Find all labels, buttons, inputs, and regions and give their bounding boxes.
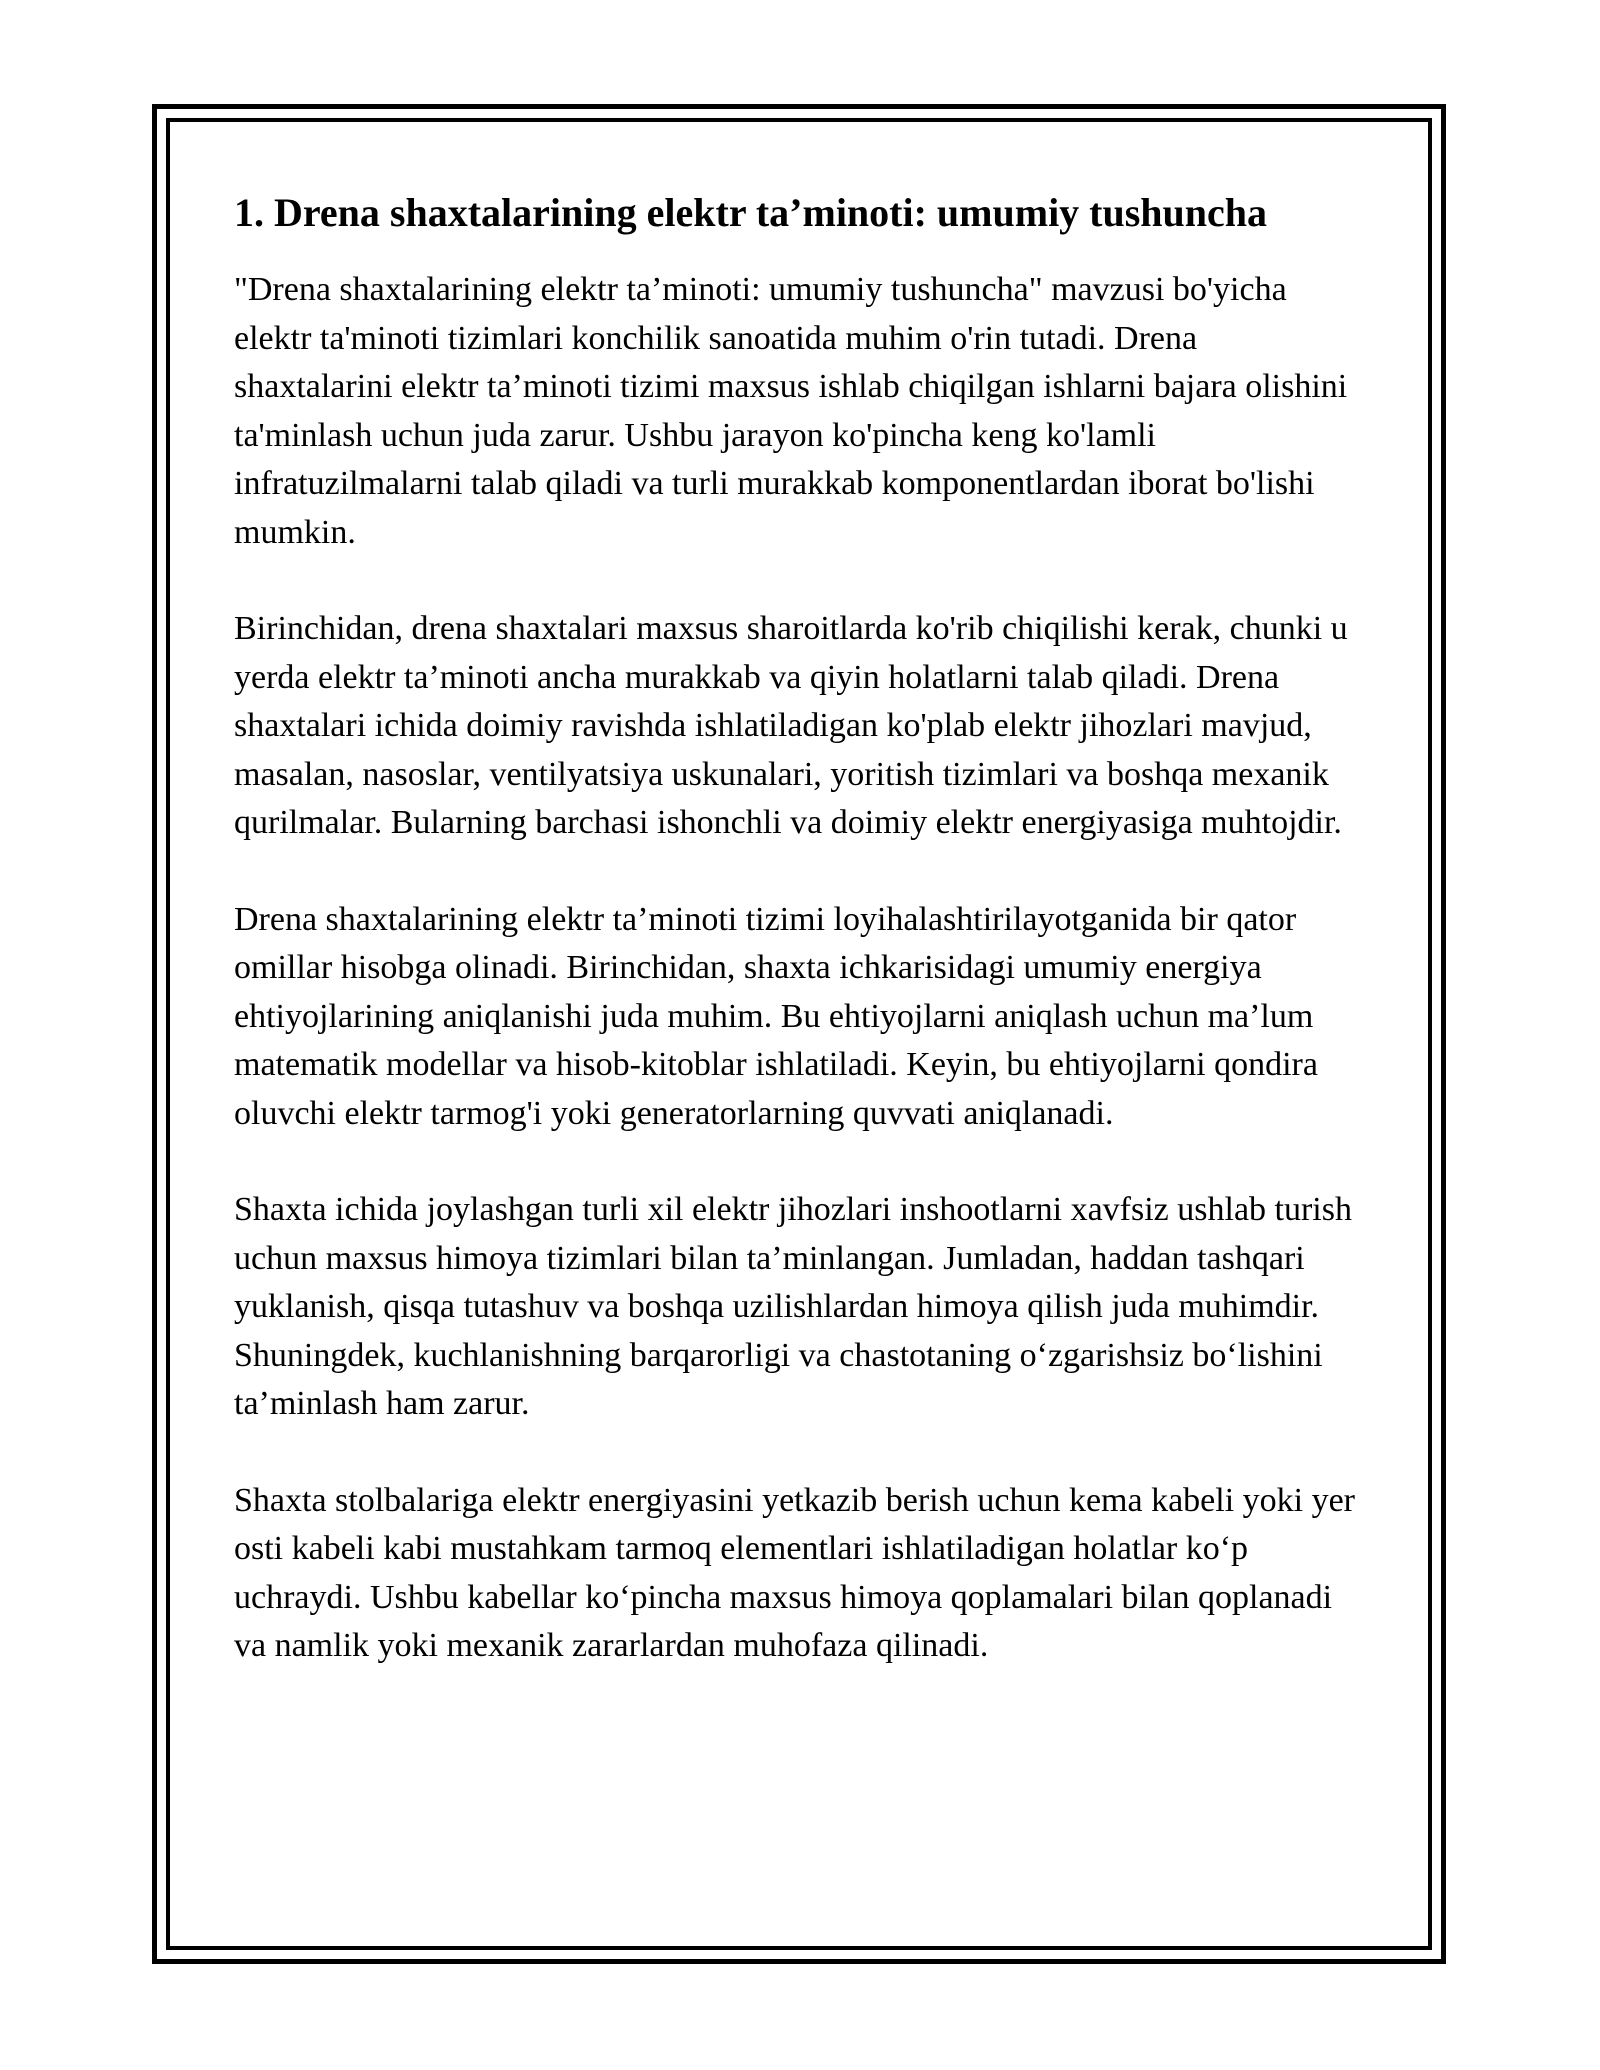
paragraph-1: "Drena shaxtalarining elektr ta’minoti: umumiy tushuncha" mavzusi bo'yicha elektr ta'minoti tizimlari konchilik sanoatida muhim o'rin tutadi. Drena shaxtalarini elektr ta’minoti tizimi maxsus ishlab chiqilgan ishlarni bajara olishini ta'minlash uchun juda zarur. Ushbu jarayon ko'pincha keng ko'lamli infratuzilmalarni talab qiladi va turli murakkab komponentlardan iborat bo'lishi mumkin. bbox=[234, 271, 1348, 551]
document-body bbox=[234, 185, 1364, 1719]
paragraph-3: Drena shaxtalarining elektr ta’minoti tizimi loyihalashtirilayotganida bir qator omillar hisobga olinadi. Birinchidan, shaxta ichkarisidagi umumiy energiya ehtiyojlarining aniqlanishi juda muhim. Bu ehtiyojlarni aniqlash uchun ma’lum matematik modellar va hisob-kitoblar ishlatiladi. Keyin, bu ehtiyojlarni qondira oluvchi elektr tarmog'i yoki generatorlarning quvvati aniqlanadi. bbox=[234, 900, 1318, 1132]
section-heading: 1. Drena shaxtalarining elektr ta’minoti: umumiy tushuncha bbox=[234, 190, 1268, 235]
paragraph-5: Shaxta stolbalariga elektr energiyasini yetkazib berish uchun kema kabeli yoki yer osti kabeli kabi mustahkam tarmoq elementlari ishlatiladigan holatlar ko‘p uchraydi. Ushbu kabellar ko‘pincha maxsus himoya qoplamalari bilan qoplanadi va namlik yoki mexanik zararlardan muhofaza qilinadi. bbox=[234, 1481, 1356, 1664]
paragraph-2: Birinchidan, drena shaxtalari maxsus sharoitlarda ko'rib chiqilishi kerak, chunki u yerda elektr ta’minoti ancha murakkab va qiyin holatlarni talab qiladi. Drena shaxtalari ichida doimiy ravishda ishlatiladigan ko'plab elektr jihozlari mavjud, masalan, nasoslar, ventilyatsiya uskunalari, yoritish tizimlari va boshqa mexanik qurilmalar. Bularning barchasi ishonchli va doimiy elektr energiyasiga muhtojdir. bbox=[234, 610, 1348, 841]
paragraph-4: Shaxta ichida joylashgan turli xil elektr jihozlari inshootlarni xavfsiz ushlab turish uchun maxsus himoya tizimlari bilan ta’minlangan. Jumladan, haddan tashqari yuklanish, qisqa tutashuv va boshqa uzilishlardan himoya qilish juda muhimdir. Shuningdek, kuchlanishning barqarorligi va chastotaning o‘zgarishsiz bo‘lishini ta’minlash ham zarur. bbox=[234, 1191, 1352, 1422]
